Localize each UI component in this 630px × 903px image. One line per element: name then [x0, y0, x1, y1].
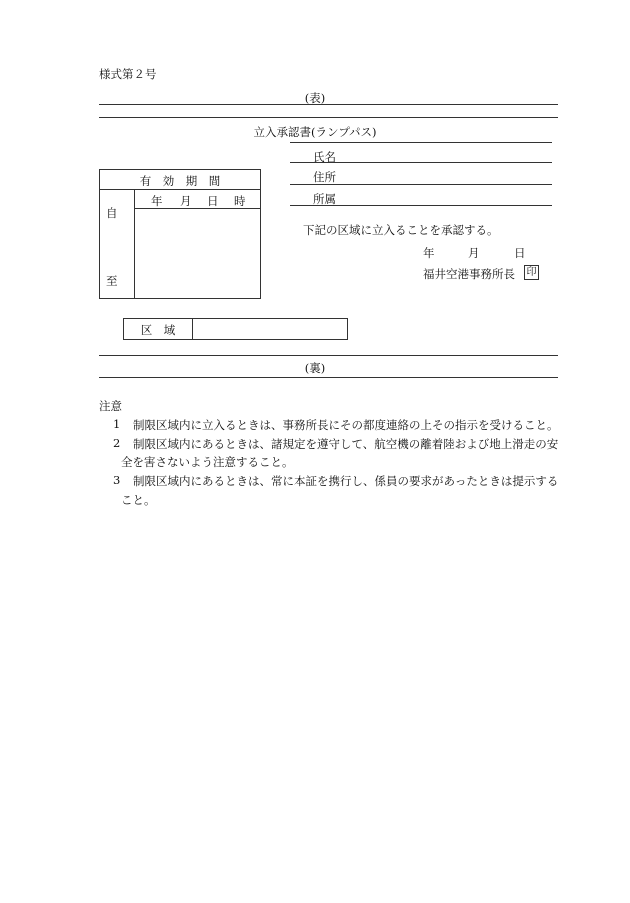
- note-text-continuation: こと。: [121, 493, 156, 507]
- address-field-line[interactable]: [290, 184, 552, 185]
- zone-divider: [192, 319, 193, 339]
- back-side-label: (裏): [304, 361, 326, 375]
- note-text: 制限区域内にあるときは、諸規定を遵守して、航空機の離着陸および地上滑走の安: [133, 437, 559, 451]
- address-label: 住所: [313, 170, 336, 184]
- divider-back-top: [99, 355, 558, 356]
- validity-to-label: 至: [106, 274, 118, 288]
- zone-table: [123, 318, 348, 340]
- name-field-line[interactable]: [290, 162, 552, 163]
- validity-header-divider: [100, 189, 260, 190]
- date-unit-month: 月: [180, 194, 192, 208]
- front-side-label: (表): [304, 91, 326, 105]
- date-unit-day: 日: [207, 194, 219, 208]
- field-line-top: [290, 142, 552, 143]
- form-number: 様式第２号: [99, 67, 157, 81]
- validity-column-divider: [134, 189, 135, 298]
- date-row-divider: [134, 208, 260, 209]
- notes-heading: 注意: [99, 399, 122, 413]
- seal-box: 印: [524, 265, 539, 280]
- affiliation-label: 所属: [313, 192, 336, 206]
- divider-top: [99, 104, 558, 105]
- divider-title-top: [99, 117, 558, 118]
- divider-back-bottom: [99, 377, 558, 378]
- note-text: 制限区域内にあるときは、常に本証を携行し、係員の要求があったときは提示する: [133, 474, 559, 488]
- issue-date-month: 月: [468, 246, 480, 260]
- note-number: 1: [113, 417, 121, 431]
- note-text-continuation: 全を害さないよう注意すること。: [121, 455, 294, 469]
- date-unit-year: 年: [151, 194, 163, 208]
- issue-date-year: 年: [423, 246, 435, 260]
- note-number: 3: [113, 473, 121, 487]
- issuer-name: 福井空港事務所長: [423, 267, 515, 281]
- note-number: 2: [113, 436, 121, 450]
- affiliation-field-line[interactable]: [290, 205, 552, 206]
- validity-header: 有 効 期 間: [139, 174, 221, 188]
- document-title: 立入承認書(ランプパス): [253, 125, 377, 139]
- approval-statement: 下記の区域に立入ることを承認する。: [303, 223, 499, 237]
- date-unit-hour: 時: [234, 194, 246, 208]
- validity-table: [99, 169, 261, 299]
- name-label: 氏名: [313, 150, 336, 164]
- validity-from-label: 自: [106, 206, 118, 220]
- zone-label: 区 域: [140, 323, 176, 337]
- note-text: 制限区域内に立入るときは、事務所長にその都度連絡の上その指示を受けること。: [133, 418, 559, 432]
- issue-date-day: 日: [514, 246, 526, 260]
